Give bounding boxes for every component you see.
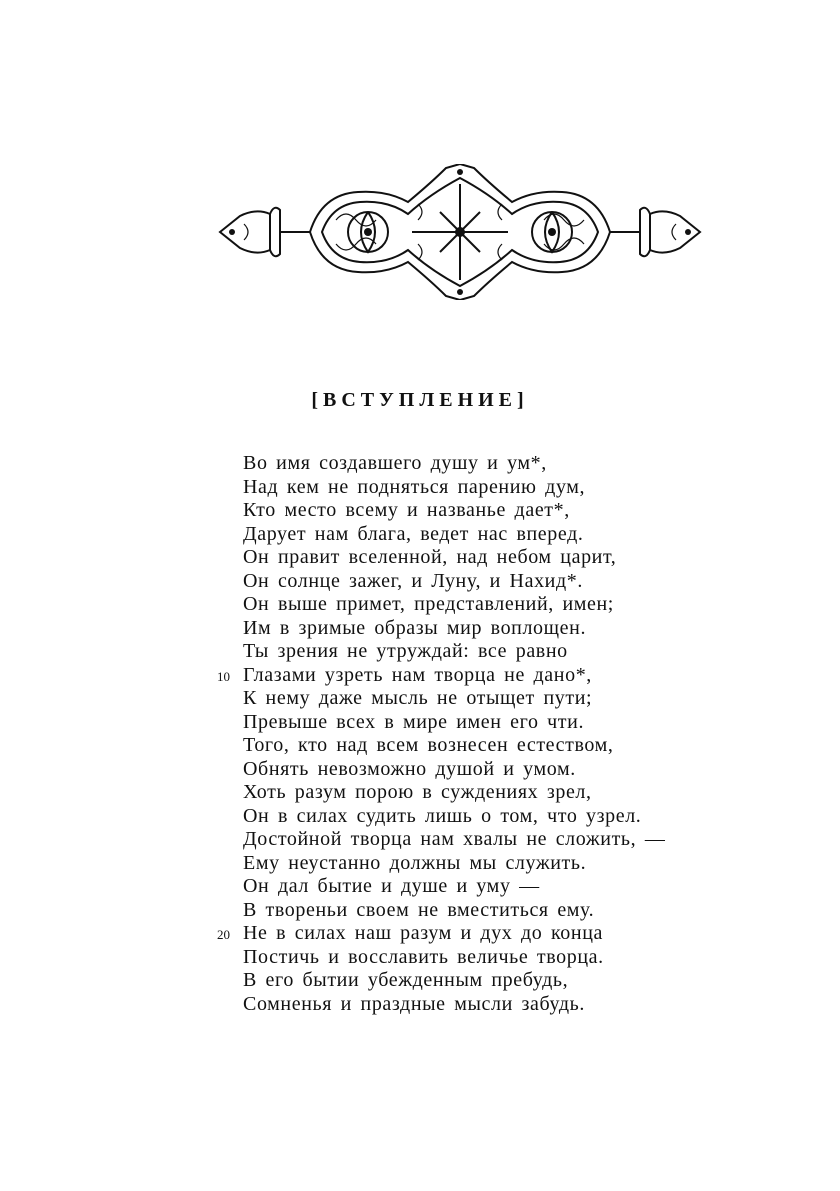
poem-line: [243, 805, 763, 829]
poem-line: [243, 781, 763, 805]
section-heading: [ВСТУПЛЕНИЕ]: [311, 389, 529, 411]
line-text: В его бытии убежденным пребудь,: [243, 969, 569, 991]
line-text: К нему даже мысль не отыщет пути;: [243, 687, 593, 709]
poem-line: [243, 687, 763, 711]
poem-line: [243, 734, 763, 758]
poem-line: [243, 593, 763, 617]
line-text: Во имя создавшего душу и ум*,: [243, 452, 547, 474]
line-number: 10: [217, 668, 230, 684]
poem-line: [217, 663, 763, 688]
poem-line: [243, 452, 763, 476]
line-text: Ты зрения не утруждай: все равно: [243, 640, 568, 662]
line-text: Достойной творца нам хвалы не сложить, —: [243, 828, 666, 850]
poem-line: [243, 546, 763, 570]
poem-line: [243, 476, 763, 500]
poem-line: [243, 899, 763, 923]
poem-line: [243, 828, 763, 852]
line-text: Превыше всех в мире имен его чти.: [243, 710, 585, 733]
poem-line: [243, 499, 763, 523]
line-text: Он дал бытие и душе и уму —: [243, 875, 540, 897]
line-text: Обнять невозможно душой и умом.: [243, 757, 576, 780]
line-text: Он в силах судить лишь о том, что узрел.: [243, 804, 642, 827]
poem-line: [243, 993, 763, 1017]
line-text: Глазами узреть нам творца не дано*,: [243, 663, 592, 686]
poem-line: [243, 523, 763, 547]
line-text: Постичь и восславить величье творца.: [243, 945, 604, 968]
poem-line: [243, 946, 763, 970]
line-text: Кто место всему и названье дает*,: [243, 499, 570, 521]
line-text: Он выше примет, представлений, имен;: [243, 593, 614, 615]
poem-line: [217, 922, 763, 946]
line-text: Он солнце зажег, и Луну, и Нахид*.: [243, 569, 583, 592]
poem-line: [243, 570, 763, 594]
line-text: Того, кто над всем вознесен естеством,: [243, 734, 614, 756]
poem-line: [243, 617, 763, 641]
line-text: Им в зримые образы мир воплощен.: [243, 616, 587, 639]
line-text: Он правит вселенной, над небом царит,: [243, 546, 617, 568]
line-text: Дарует нам блага, ведет нас вперед.: [243, 522, 584, 545]
poem-line: [243, 969, 763, 993]
line-text: Над кем не подняться парению дум,: [243, 475, 586, 498]
line-text: В твореньи своем не вместиться ему.: [243, 898, 595, 921]
poem-text: [217, 452, 763, 1016]
line-text: Сомненья и праздные мысли забудь.: [243, 992, 585, 1015]
poem-line: [243, 758, 763, 782]
line-text: Хоть разум порою в суждениях зрел,: [243, 781, 592, 803]
poem-line: [243, 711, 763, 735]
poem-line: [243, 875, 763, 899]
ornamental-headpiece: [218, 164, 702, 300]
line-text: Ему неустанно должны мы служить.: [243, 851, 587, 874]
line-text: Не в силах наш разум и дух до конца: [243, 922, 603, 944]
poem-line: [243, 852, 763, 876]
line-number: 20: [217, 927, 230, 942]
poem-line: [243, 640, 763, 664]
